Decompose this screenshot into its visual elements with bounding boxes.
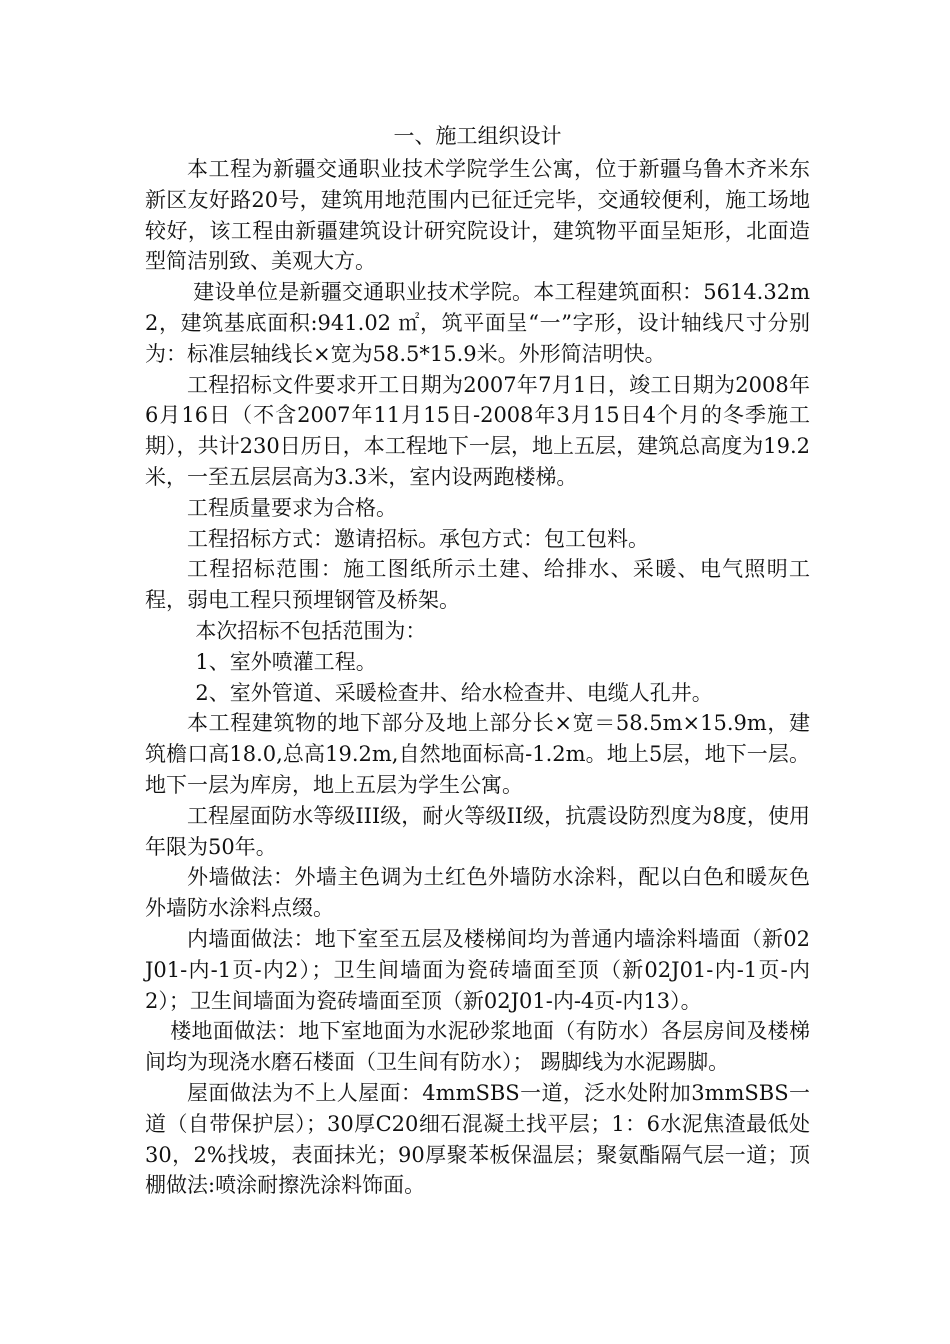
paragraph-excluded-scope: 本次招标不包括范围为： <box>195 618 427 643</box>
paragraph-quality: 工程质量要求为合格。 <box>187 495 397 520</box>
paragraph-project-overview: 本工程为新疆交通职业技术学院学生公寓，位于新疆乌鲁木齐米东新区友好路20号，建筑用地范围内已征迁完毕，交通较便利，施工场地较好，该工程由新疆建筑设计研究院设计，建筑物平面呈矩形，北面造型简洁别致、美观大方。 <box>145 157 810 274</box>
paragraph-exterior-wall: 外墙做法：外墙主色调为土红色外墙防水涂料，配以白色和暖灰色外墙防水涂料点缀。 <box>145 865 810 921</box>
paragraph-construction-unit: 建设单位是新疆交通职业技术学院。本工程建筑面积：5614.32m2，建筑基底面积:941.02 ㎡，筑平面呈“一”字形，设计轴线尺寸分别为：标准层轴线长×宽为58.5*15.9米。外形简洁明快。 <box>145 280 810 366</box>
section-title: 一、施工组织设计 <box>393 124 562 148</box>
paragraph-bid-scope: 工程招标范围：施工图纸所示土建、给排水、采暖、电气照明工程，弱电工程只预埋钢管及桥架。 <box>145 557 810 613</box>
paragraph-ratings: 工程屋面防水等级III级，耐火等级II级，抗震设防烈度为8度，使用年限为50年。 <box>145 803 810 859</box>
paragraph-bid-method: 工程招标方式：邀请招标。承包方式：包工包料。 <box>187 526 649 551</box>
document-page <box>145 118 810 1201</box>
paragraph-schedule: 工程招标文件要求开工日期为2007年7月1日，竣工日期为2008年6月16日（不含2007年11月15日-2008年3月15日4个月的冬季施工期），共计230日历日，本工程地下一层，地上五层，建筑总高度为19.2米，一至五层层高为3.3米，室内设两跑楼梯。 <box>145 372 810 489</box>
paragraph-floor: 楼地面做法：地下室地面为水泥砂浆地面（有防水）各层房间及楼梯间均为现浇水磨石楼面（卫生间有防水）； 踢脚线为水泥踢脚。 <box>145 1019 810 1075</box>
list-item-excluded-2: 2、室外管道、采暖检查井、给水检查井、电缆人孔井。 <box>195 680 713 705</box>
paragraph-roof: 屋面做法为不上人屋面：4mmSBS一道，泛水处附加3mmSBS一道（自带保护层）；30厚C20细石混凝土找平层；1：6水泥焦渣最低处30，2%找坡，表面抹光；90厚聚苯板保温层；聚氨酯隔气层一道；顶棚做法:喷涂耐擦洗涂料饰面。 <box>145 1080 810 1198</box>
paragraph-interior-wall: 内墙面做法：地下室至五层及楼梯间均为普通内墙涂料墙面（新02J01-内-1页-内2）；卫生间墙面为瓷砖墙面至顶（新02J01-内-1页-内2）；卫生间墙面为瓷砖墙面至顶（新02J01-内-4页-内13）。 <box>145 926 810 1013</box>
list-item-excluded-1: 1、室外喷灌工程。 <box>195 649 377 674</box>
paragraph-building-dimensions: 本工程建筑物的地下部分及地上部分长×宽＝58.5m×15.9m，建筑檐口高18.0,总高19.2m,自然地面标高-1.2m。地上5层，地下一层。地下一层为库房，地上五层为学生公寓。 <box>145 711 810 797</box>
